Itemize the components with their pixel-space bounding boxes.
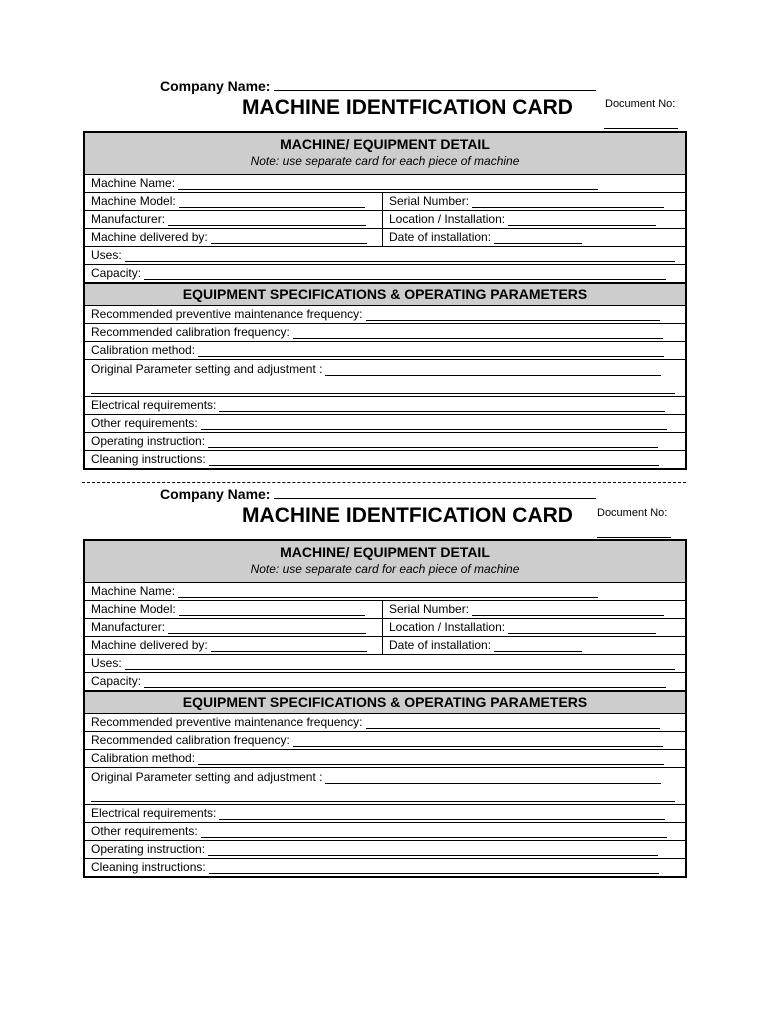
document-no-label: Document No: — [605, 98, 676, 110]
other-label: Other requirements: — [91, 416, 198, 430]
param-setting-blank-2[interactable] — [91, 382, 675, 394]
row-capacity[interactable] — [85, 265, 685, 283]
cal-method-label: Calibration method: — [91, 751, 196, 765]
param-setting-blank[interactable] — [325, 772, 661, 784]
row-operating[interactable] — [85, 841, 685, 859]
row-uses[interactable] — [85, 655, 685, 673]
delivered-by-label: Machine delivered by: — [91, 230, 208, 244]
date-installation-blank[interactable] — [494, 640, 582, 652]
param-setting-blank-2[interactable] — [91, 790, 675, 802]
manufacturer-blank[interactable] — [168, 622, 366, 634]
capacity-blank[interactable] — [144, 268, 666, 280]
cal-method-blank[interactable] — [198, 345, 664, 357]
operating-label: Operating instruction: — [91, 842, 206, 856]
cal-frequency-label: Recommended calibration frequency: — [91, 733, 290, 747]
date-installation-label: Date of installation: — [389, 230, 492, 244]
cleaning-label: Cleaning instructions: — [91, 452, 206, 466]
row-electrical[interactable] — [85, 805, 685, 823]
row-pm-frequency[interactable] — [85, 306, 685, 324]
row-uses[interactable] — [85, 247, 685, 265]
capacity-label: Capacity: — [91, 674, 142, 688]
row-model-serial — [85, 601, 685, 619]
pm-frequency-blank[interactable] — [366, 309, 660, 321]
machine-name-blank[interactable] — [178, 586, 598, 598]
row-cal-frequency[interactable] — [85, 324, 685, 342]
other-blank[interactable] — [201, 826, 667, 838]
uses-blank[interactable] — [125, 658, 675, 670]
delivered-by-label: Machine delivered by: — [91, 638, 208, 652]
capacity-label: Capacity: — [91, 266, 142, 280]
location-label: Location / Installation: — [389, 212, 506, 226]
row-machine-name[interactable] — [85, 175, 685, 193]
cleaning-blank[interactable] — [209, 454, 659, 466]
spec-header-title: EQUIPMENT SPECIFICATIONS & OPERATING PARAMETERS — [182, 286, 588, 302]
electrical-blank[interactable] — [219, 808, 665, 820]
row-delivered-date — [85, 637, 685, 655]
spec-section-header — [85, 691, 685, 714]
machine-model-blank[interactable] — [179, 196, 365, 208]
cal-method-label: Calibration method: — [91, 343, 196, 357]
row-capacity[interactable] — [85, 673, 685, 691]
serial-number-label: Serial Number: — [389, 194, 470, 208]
capacity-blank[interactable] — [144, 676, 666, 688]
machine-name-label: Machine Name: — [91, 584, 176, 598]
pm-frequency-blank[interactable] — [366, 717, 660, 729]
document-no-blank[interactable] — [604, 128, 678, 129]
machine-model-label: Machine Model: — [91, 602, 176, 616]
detail-table — [83, 539, 687, 878]
electrical-label: Electrical requirements: — [91, 398, 217, 412]
card-title: MACHINE IDENTFICATION CARD — [242, 96, 573, 119]
machine-id-card-2 — [0, 486, 768, 886]
row-manufacturer-location — [85, 211, 685, 229]
row-param-setting[interactable] — [85, 768, 685, 805]
operating-blank[interactable] — [208, 844, 658, 856]
row-cal-method[interactable] — [85, 342, 685, 360]
pm-frequency-label: Recommended preventive maintenance frequency: — [91, 307, 363, 321]
row-model-serial — [85, 193, 685, 211]
company-name-blank[interactable] — [274, 486, 596, 499]
date-installation-blank[interactable] — [494, 232, 582, 244]
location-label: Location / Installation: — [389, 620, 506, 634]
serial-number-label: Serial Number: — [389, 602, 470, 616]
detail-header-note: Note: use separate card for each piece of machine — [250, 154, 520, 168]
document-no-blank[interactable] — [597, 537, 671, 538]
detail-header-note: Note: use separate card for each piece of machine — [250, 562, 520, 576]
delivered-by-blank[interactable] — [211, 232, 367, 244]
detail-table — [83, 131, 687, 470]
manufacturer-label: Manufacturer: — [91, 212, 166, 226]
detail-header-title: MACHINE/ EQUIPMENT DETAIL — [280, 136, 490, 152]
row-cal-method[interactable] — [85, 750, 685, 768]
card-title: MACHINE IDENTFICATION CARD — [242, 504, 573, 527]
row-other[interactable] — [85, 415, 685, 433]
serial-number-blank[interactable] — [472, 196, 664, 208]
machine-id-card-1 — [0, 78, 768, 478]
pm-frequency-label: Recommended preventive maintenance frequency: — [91, 715, 363, 729]
param-setting-label: Original Parameter setting and adjustment : — [91, 770, 323, 784]
row-machine-name[interactable] — [85, 583, 685, 601]
delivered-by-blank[interactable] — [211, 640, 367, 652]
document-no-label: Document No: — [597, 507, 668, 519]
cal-frequency-blank[interactable] — [293, 327, 663, 339]
cleaning-label: Cleaning instructions: — [91, 860, 206, 874]
cleaning-blank[interactable] — [209, 862, 659, 874]
row-electrical[interactable] — [85, 397, 685, 415]
detail-section-header — [85, 133, 685, 175]
param-setting-label: Original Parameter setting and adjustment : — [91, 362, 323, 376]
electrical-label: Electrical requirements: — [91, 806, 217, 820]
row-other[interactable] — [85, 823, 685, 841]
operating-label: Operating instruction: — [91, 434, 206, 448]
location-blank[interactable] — [508, 622, 656, 634]
cal-frequency-blank[interactable] — [293, 735, 663, 747]
cut-line-divider — [82, 482, 686, 483]
spec-section-header — [85, 283, 685, 306]
company-name-line[interactable] — [160, 486, 596, 502]
row-delivered-date — [85, 229, 685, 247]
detail-section-header — [85, 541, 685, 583]
row-manufacturer-location — [85, 619, 685, 637]
row-cleaning[interactable] — [85, 859, 685, 876]
company-name-line[interactable] — [160, 78, 596, 94]
electrical-blank[interactable] — [219, 400, 665, 412]
row-operating[interactable] — [85, 433, 685, 451]
cal-frequency-label: Recommended calibration frequency: — [91, 325, 290, 339]
param-setting-blank[interactable] — [325, 364, 661, 376]
row-cleaning[interactable] — [85, 451, 685, 468]
spec-header-title: EQUIPMENT SPECIFICATIONS & OPERATING PARAMETERS — [182, 694, 588, 710]
company-name-blank[interactable] — [274, 78, 596, 91]
machine-name-label: Machine Name: — [91, 176, 176, 190]
company-name-label: Company Name: — [160, 78, 271, 94]
detail-header-title: MACHINE/ EQUIPMENT DETAIL — [280, 544, 490, 560]
uses-blank[interactable] — [125, 250, 675, 262]
row-cal-frequency[interactable] — [85, 732, 685, 750]
serial-number-blank[interactable] — [472, 604, 664, 616]
machine-model-label: Machine Model: — [91, 194, 176, 208]
date-installation-label: Date of installation: — [389, 638, 492, 652]
other-label: Other requirements: — [91, 824, 198, 838]
row-pm-frequency[interactable] — [85, 714, 685, 732]
manufacturer-label: Manufacturer: — [91, 620, 166, 634]
cal-method-blank[interactable] — [198, 753, 664, 765]
machine-model-blank[interactable] — [179, 604, 365, 616]
machine-name-blank[interactable] — [178, 178, 598, 190]
manufacturer-blank[interactable] — [168, 214, 366, 226]
uses-label: Uses: — [91, 248, 122, 262]
uses-label: Uses: — [91, 656, 122, 670]
row-param-setting[interactable] — [85, 360, 685, 397]
other-blank[interactable] — [201, 418, 667, 430]
location-blank[interactable] — [508, 214, 656, 226]
operating-blank[interactable] — [208, 436, 658, 448]
company-name-label: Company Name: — [160, 486, 271, 502]
